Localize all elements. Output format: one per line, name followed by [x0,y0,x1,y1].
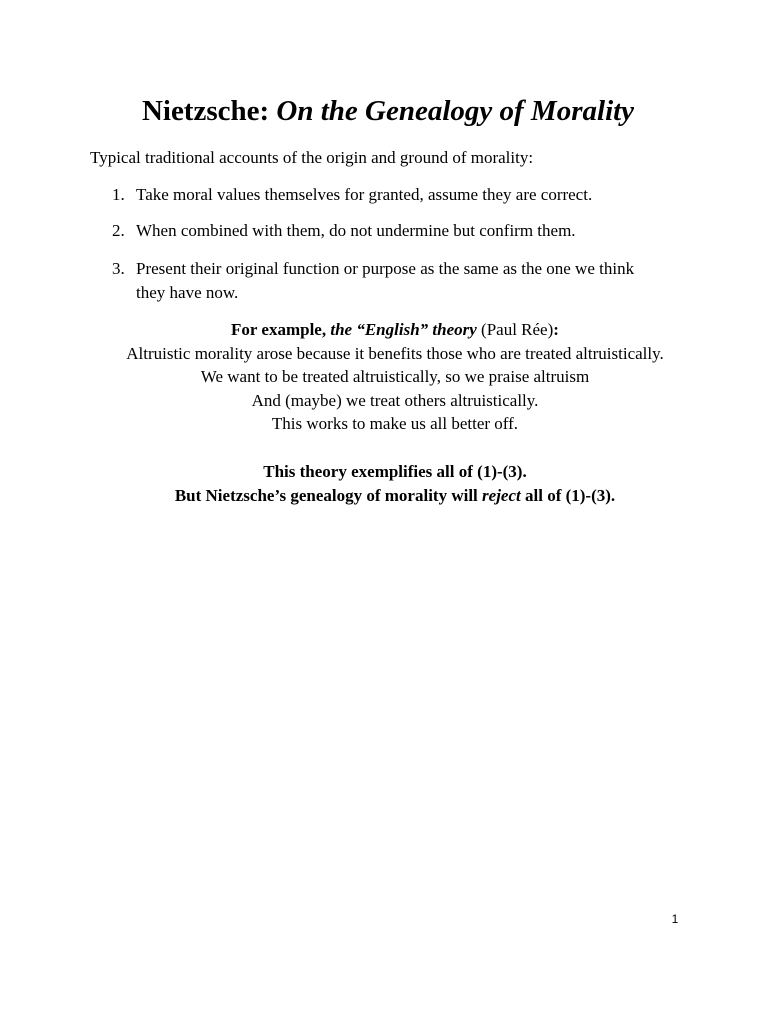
intro-paragraph: Typical traditional accounts of the origin and ground of morality: [90,148,534,167]
example-line: Altruistic morality arose because it benefits those who are treated altruistically. [126,343,664,363]
example-lead: For example, [231,320,331,339]
example-line: We want to be treated altruistically, so we praise altruism [200,367,590,386]
example-line: This works to make us all better off. [271,414,519,433]
example-heading [0,318,768,342]
list-item-number: 3. [112,259,125,278]
example-attribution: (Paul Rée) [476,320,554,339]
list-item-text: When combined with them, do not undermine but confirm them. [136,221,576,240]
list-item-number: 1. [112,185,125,204]
list-item-text: Present their original function or purpose as the same as the one we think they have now. [136,259,635,302]
page-number: 1 [671,912,679,926]
conclusion-text-after: all of (1)-(3). [520,485,616,505]
conclusion-block [0,460,768,507]
conclusion-text-before: But Nietzsche’s genealogy of morality will [174,485,483,505]
example-theory-name: the “English” theory [330,320,477,339]
conclusion-emphasis: reject [482,485,521,505]
list-item-number: 2. [112,221,125,240]
conclusion-line-2 [0,484,768,508]
conclusion-line-1: This theory exemplifies all of (1)-(3). [263,462,527,481]
title-work: On the Genealogy of Morality [276,95,635,127]
example-colon: : [553,320,559,339]
list-item-text: Take moral values themselves for granted, assume they are correct. [136,185,593,204]
example-line: And (maybe) we treat others altruistically. [251,390,539,410]
title-author: Nietzsche: [141,95,277,127]
page-title [0,93,768,129]
example-block [0,318,768,436]
